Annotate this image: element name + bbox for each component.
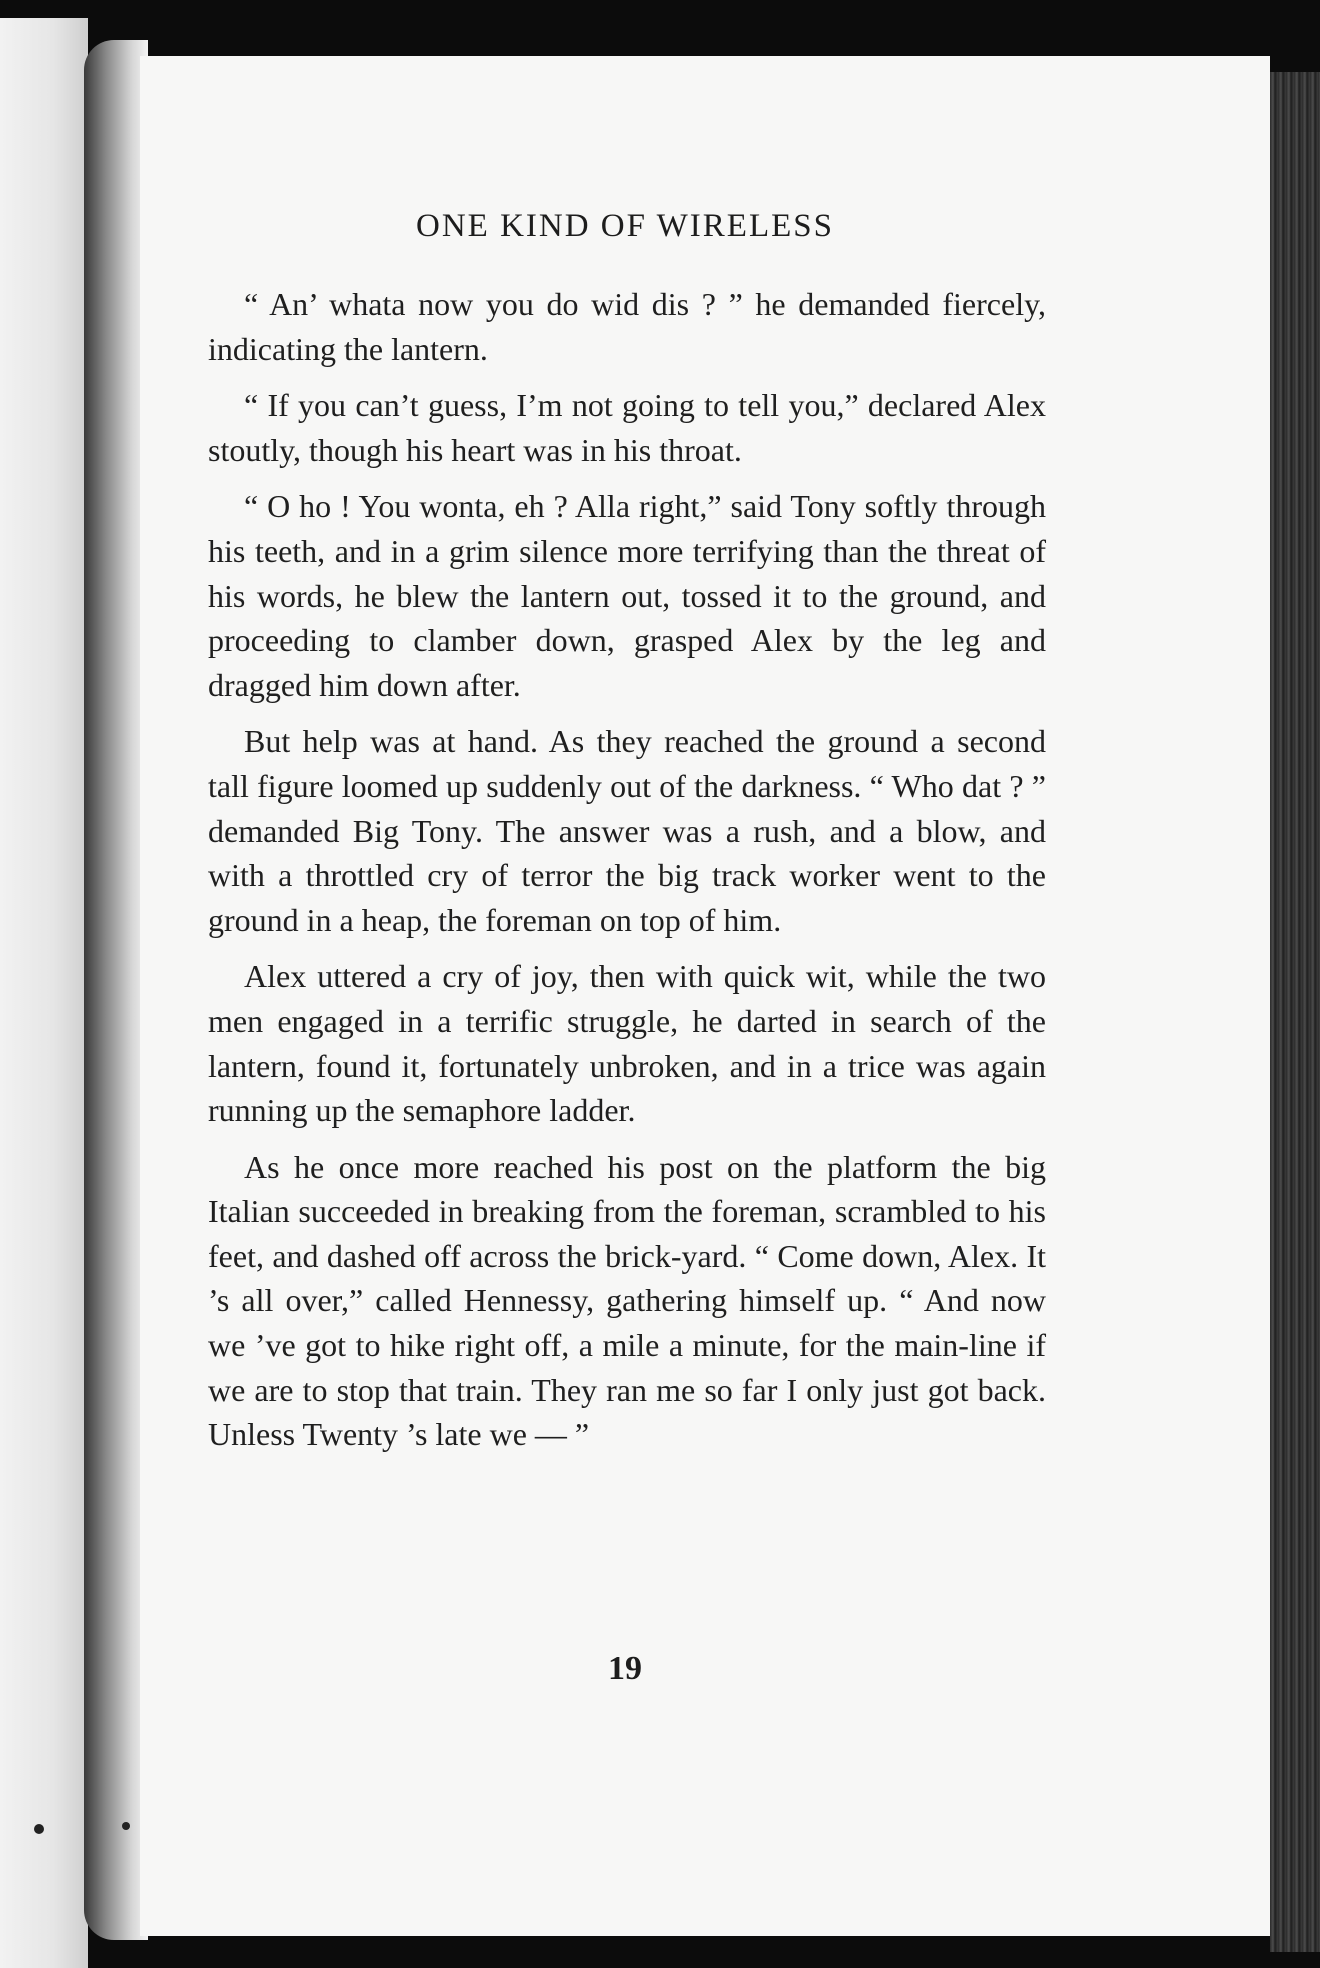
paragraph: Alex uttered a cry of joy, then with quick wit, while the two men engaged in a terrific struggle, he darted in search of the lantern, found it, fortunately unbroken, and in a trice was again running up the semaphore ladder. [208, 958, 1046, 1129]
ink-speck [34, 1824, 44, 1834]
book-gutter [84, 40, 148, 1940]
body-text [208, 282, 1046, 1469]
paragraph: But help was at hand. As they reached the ground a second tall figure loomed up suddenly out of the darkness. “ Who dat ? ” demanded Big Tony. The answer was a rush, and a blow, and with a throttled cry of terror the big track worker went to the ground in a heap, the foreman on top of him. [208, 723, 1046, 938]
paragraph: “ If you can’t guess, I’m not going to tell you,” declared Alex stoutly, though his heart was in his throat. [208, 387, 1046, 468]
page-number: 19 [608, 1650, 642, 1687]
ink-speck [122, 1822, 130, 1830]
paragraph: “ O ho ! You wonta, eh ? Alla right,” said Tony softly through his teeth, and in a grim silence more terrifying than the threat of his words, he blew the lantern out, tossed it to the ground, and proceeding to clamber down, grasped Alex by the leg and dragged him down after. [208, 488, 1046, 703]
running-head: ONE KIND OF WIRELESS [416, 208, 834, 244]
page-edges [1270, 72, 1320, 1952]
paragraph: As he once more reached his post on the platform the big Italian succeeded in breaking from the foreman, scrambled to his feet, and dashed off across the brick-yard. “ Come down, Alex. It ’s all over,” called Hennessy, gathering himself up. “ And now we ’ve got to hike right off, a mile a minute, for the main-line if we are to stop that train. They ran me so far I only just got back. Unless Twenty ’s late we — ” [208, 1148, 1046, 1453]
paragraph: “ An’ whata now you do wid dis ? ” he demanded fiercely, indicating the lantern. [208, 286, 1046, 367]
facing-page-edge [0, 18, 88, 1968]
